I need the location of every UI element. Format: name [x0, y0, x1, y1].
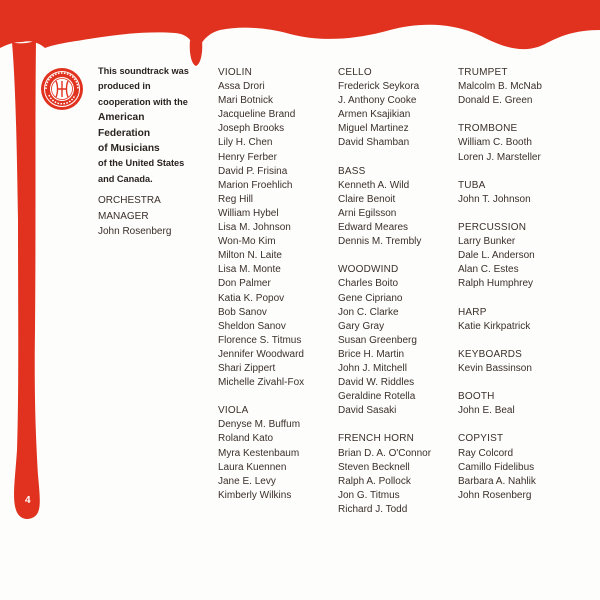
- musician-name: Ralph A. Pollock: [338, 475, 411, 487]
- musician-name: William C. Booth: [458, 137, 532, 149]
- musician-name: David W. Riddles: [338, 377, 415, 389]
- musician-name: Armen Ksajikian: [338, 109, 411, 121]
- musician-name: Ray Colcord: [458, 447, 514, 459]
- manager-heading: ORCHESTRA: [98, 195, 161, 206]
- musician-name: David Shamban: [338, 137, 410, 149]
- section-trombone: [458, 122, 542, 164]
- section-keyboards: [458, 348, 542, 376]
- musician-name: Jane E. Levy: [218, 475, 276, 487]
- musician-name: Camillo Fidelibus: [458, 461, 535, 473]
- section-viola: [218, 404, 304, 503]
- section-heading: TROMBONE: [458, 123, 518, 135]
- paint-band: [0, 0, 600, 58]
- paint-drip-small: [190, 40, 203, 66]
- musician-name: Laura Kuennen: [218, 461, 287, 473]
- intro-line: of the United States: [98, 158, 185, 169]
- intro-line: produced in: [98, 81, 151, 92]
- musician-name: Loren J. Marsteller: [458, 151, 541, 163]
- musician-name: Ralph Humphrey: [458, 278, 534, 290]
- section-violin: [218, 66, 304, 390]
- section-heading: BASS: [338, 165, 366, 177]
- musician-name: Gene Cipriano: [338, 292, 403, 304]
- section-heading: BOOTH: [458, 391, 495, 403]
- section-heading: HARP: [458, 306, 487, 318]
- musician-name: John J. Mitchell: [338, 362, 407, 374]
- musician-name: Brice H. Martin: [338, 348, 405, 360]
- musician-name: Henry Ferber: [218, 151, 277, 163]
- musician-name: Don Palmer: [218, 278, 271, 290]
- section-heading: FRENCH HORN: [338, 433, 415, 445]
- column-strings-upper: [218, 66, 304, 517]
- intro-line-emphasis: American: [98, 112, 145, 124]
- musician-name: Reg Hill: [218, 193, 254, 205]
- musician-name: Lily H. Chen: [218, 137, 273, 149]
- manager-heading: MANAGER: [98, 210, 149, 222]
- musician-name: Florence S. Titmus: [218, 334, 302, 346]
- section-woodwind: [338, 263, 431, 418]
- page-number: 4: [25, 495, 31, 506]
- musician-name: William Hybel: [218, 207, 279, 219]
- musician-name: Larry Bunker: [458, 236, 516, 248]
- section-heading: CELLO: [338, 67, 372, 78]
- section-trumpet: [458, 66, 542, 108]
- musician-name: John Rosenberg: [458, 489, 532, 501]
- section-heading: COPYIST: [458, 433, 504, 445]
- musician-name: Lisa M. Monte: [218, 264, 281, 276]
- musician-name: Jon C. Clarke: [338, 306, 399, 318]
- musician-name: Claire Benoit: [338, 193, 396, 205]
- orchestra-manager: [98, 193, 208, 240]
- musician-name: John E. Beal: [458, 405, 515, 417]
- section-heading: KEYBOARDS: [458, 348, 523, 360]
- column-brass-other: [458, 66, 542, 517]
- section-heading: TRUMPET: [458, 67, 508, 78]
- musician-name: Malcolm B. McNab: [458, 81, 542, 93]
- section-cello: [338, 66, 431, 151]
- musician-name: Barbara A. Nahlik: [458, 475, 536, 487]
- section-heading: TUBA: [458, 179, 486, 191]
- musician-name: Miguel Martinez: [338, 123, 409, 135]
- musician-name: Donald E. Green: [458, 95, 533, 107]
- section-percussion: [458, 221, 542, 291]
- musician-name: Marion Froehlich: [218, 179, 293, 191]
- section-copyist: [458, 432, 542, 502]
- musician-name: Charles Boito: [338, 278, 399, 290]
- musician-name: Shari Zippert: [218, 362, 276, 374]
- section-french-horn: [338, 432, 431, 517]
- intro-line: cooperation with the: [98, 96, 188, 107]
- musician-name: Kevin Bassinson: [458, 362, 532, 374]
- section-bass: [338, 165, 431, 250]
- section-heading: VIOLA: [218, 405, 249, 417]
- musician-name: Frederick Seykora: [338, 81, 420, 93]
- musician-name: Susan Greenberg: [338, 334, 417, 346]
- intro-line: and Canada.: [98, 173, 153, 184]
- section-heading: PERCUSSION: [458, 222, 527, 234]
- musician-name: Michelle Zivahl-Fox: [218, 377, 305, 389]
- musician-name: Sheldon Sanov: [218, 320, 286, 332]
- section-tuba: [458, 179, 542, 207]
- musician-name: Richard J. Todd: [338, 503, 408, 515]
- musician-name: Assa Drori: [218, 81, 265, 93]
- musician-name: Jacqueline Brand: [218, 109, 296, 121]
- musician-name: Won-Mo Kim: [218, 236, 276, 248]
- musician-name: Steven Becknell: [338, 461, 410, 473]
- musician-name: Myra Kestenbaum: [218, 447, 300, 459]
- musician-name: Denyse M. Buffum: [218, 419, 301, 431]
- musician-name: David Sasaki: [338, 405, 397, 417]
- musician-name: Dale L. Anderson: [458, 250, 535, 262]
- musician-name: Jennifer Woodward: [218, 348, 304, 360]
- afm-seal-logo: [40, 67, 84, 111]
- section-booth: [458, 390, 542, 418]
- manager-name: John Rosenberg: [98, 226, 172, 238]
- intro-line: This soundtrack was: [98, 66, 189, 76]
- musician-name: John T. Johnson: [458, 193, 531, 205]
- musician-name: J. Anthony Cooke: [338, 95, 417, 107]
- musician-name: David P. Frisina: [218, 165, 288, 177]
- union-credit: [98, 64, 198, 187]
- musician-name: Kimberly Wilkins: [218, 489, 292, 501]
- musician-name: Arni Egilsson: [338, 207, 397, 219]
- musician-name: Gary Gray: [338, 320, 385, 332]
- musician-name: Edward Meares: [338, 222, 409, 234]
- musician-name: Geraldine Rotella: [338, 391, 416, 403]
- musician-name: Jon G. Titmus: [338, 489, 400, 501]
- section-heading: VIOLIN: [218, 67, 252, 78]
- musician-name: Dennis M. Trembly: [338, 236, 422, 248]
- musician-name: Bob Sanov: [218, 306, 267, 318]
- musician-name: Alan C. Estes: [458, 264, 519, 276]
- intro-line-emphasis: Federation: [98, 127, 151, 139]
- musician-name: Roland Kato: [218, 433, 274, 445]
- column-strings-lower-winds: [338, 66, 431, 531]
- paint-drip-left: [12, 40, 40, 519]
- musician-name: Katia K. Popov: [218, 292, 285, 304]
- musician-name: Katie Kirkpatrick: [458, 320, 531, 332]
- musician-name: Kenneth A. Wild: [338, 179, 410, 191]
- section-heading: WOODWIND: [338, 264, 399, 276]
- musician-name: Joseph Brooks: [218, 123, 285, 135]
- musician-name: Mari Botnick: [218, 95, 274, 107]
- musician-name: Lisa M. Johnson: [218, 222, 291, 234]
- section-harp: [458, 306, 542, 334]
- musician-name: Milton N. Laite: [218, 250, 282, 262]
- intro-line-emphasis: of Musicians: [98, 143, 160, 155]
- musician-name: Brian D. A. O'Connor: [338, 447, 432, 459]
